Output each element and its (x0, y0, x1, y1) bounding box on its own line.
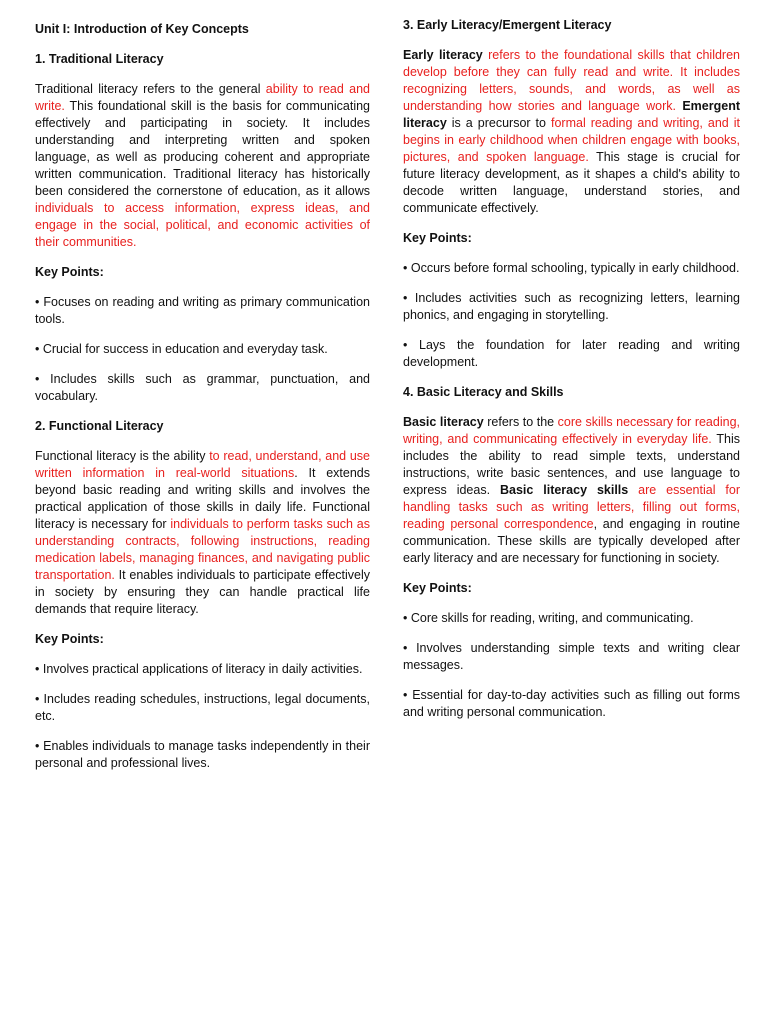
section-2-key-points-label: Key Points: (35, 632, 104, 646)
highlight-span: are essential for handling tasks such as writing letters, filling out forms, reading personal correspondence (403, 483, 740, 531)
section-4-bullet: • Involves understanding simple texts and writing clear messages. (403, 641, 740, 672)
section-2-bullet: • Enables individuals to manage tasks independently in their personal and professional lives. (35, 739, 370, 770)
section-3-paragraph (403, 47, 740, 217)
section-3-bullet: • Includes activities such as recognizing letters, learning phonics, and engaging in storytelling. (403, 291, 740, 322)
section-1-bullet: • Crucial for success in education and everyday task. (35, 342, 328, 356)
section-4-bullet: • Core skills for reading, writing, and communicating. (403, 611, 694, 625)
section-3-heading: 3. Early Literacy/Emergent Literacy (403, 18, 612, 32)
section-4-key-points-label: Key Points: (403, 581, 472, 595)
text-span: Functional literacy is the ability (35, 449, 210, 463)
section-1-paragraph (35, 81, 370, 251)
bold-term: Emergent literacy (403, 99, 740, 130)
text-span: is a precursor to (446, 116, 551, 130)
text-span: It enables individuals to participate effectively in society by ensuring they can handle practical life demands that require literacy. (35, 568, 370, 616)
section-2-bullet: • Involves practical applications of literacy in daily activities. (35, 662, 363, 676)
section-3-key-points-label: Key Points: (403, 231, 472, 245)
section-1-bullet: • Focuses on reading and writing as primary communication tools. (35, 295, 370, 326)
section-4-paragraph (403, 414, 740, 567)
highlight-span: refers to the foundational skills that children develop before they can fully read and write. It includes recognizing letters, sounds, and words, as well as understanding how stories and language work. (403, 48, 740, 113)
left-column (35, 0, 370, 772)
highlight-span: formal reading and writing, and it begins in early childhood when children engage with books, pictures, and spoken language. (403, 116, 740, 164)
section-1-bullet: • Includes skills such as grammar, punctuation, and vocabulary. (35, 372, 370, 403)
section-4-bullet: • Essential for day-to-day activities such as filling out forms and writing personal communication. (403, 688, 740, 719)
highlight-span: core skills necessary for reading, writing, and communicating effectively in everyday life. (403, 415, 740, 446)
section-3-bullet: • Lays the foundation for later reading and writing development. (403, 338, 740, 369)
section-1-key-points-label: Key Points: (35, 265, 104, 279)
highlight-span: individuals to access information, express ideas, and engage in the social, political, and economic activities of their communities. (35, 201, 370, 249)
text-span: This stage is crucial for future literacy development, as it shapes a child's ability to decode written language, understand stories, and communicate effectively. (403, 150, 740, 215)
section-4-heading: 4. Basic Literacy and Skills (403, 385, 564, 399)
section-2-bullet: • Includes reading schedules, instructions, legal documents, etc. (35, 692, 370, 723)
bold-term: Basic literacy skills (499, 483, 629, 497)
text-span: , and engaging in routine communication. These skills are typically developed after early literacy and are necessary for functioning in society. (403, 517, 740, 565)
highlight-span: individuals to perform tasks such as understanding contracts, following instructions, reading medication labels, managing finances, and navigating public transportation. (35, 517, 370, 582)
section-1-heading: 1. Traditional Literacy (35, 52, 164, 66)
section-3-bullet: • Occurs before formal schooling, typically in early childhood. (403, 261, 740, 275)
unit-title: Unit I: Introduction of Key Concepts (35, 22, 249, 36)
bold-term: Basic literacy (403, 415, 484, 429)
text-span: . It extends beyond basic reading and writing skills and involves the practical application of those skills in daily life. Functional literacy is necessary for (35, 466, 370, 531)
section-2-paragraph (35, 448, 370, 618)
right-column (403, 0, 740, 721)
text-span: Traditional literacy refers to the general (35, 82, 266, 96)
section-2-heading: 2. Functional Literacy (35, 419, 164, 433)
highlight-span: to read, understand, and use written information in real-world situations (35, 449, 371, 480)
highlight-span: ability to read and write. (35, 82, 370, 113)
text-span: This includes the ability to read simple texts, understand instructions, write basic sentences, and use language to express ideas. (403, 432, 740, 497)
bold-term: Early literacy (403, 48, 483, 62)
text-span: refers to the (483, 415, 558, 429)
text-span: This foundational skill is the basis for communicating effectively and participating in society. It includes understanding and interpreting written and spoken language, as well as producing coherent and appropriate written communication. Traditional literacy has historically been considered the cornerstone of education, as it allows (35, 99, 370, 198)
